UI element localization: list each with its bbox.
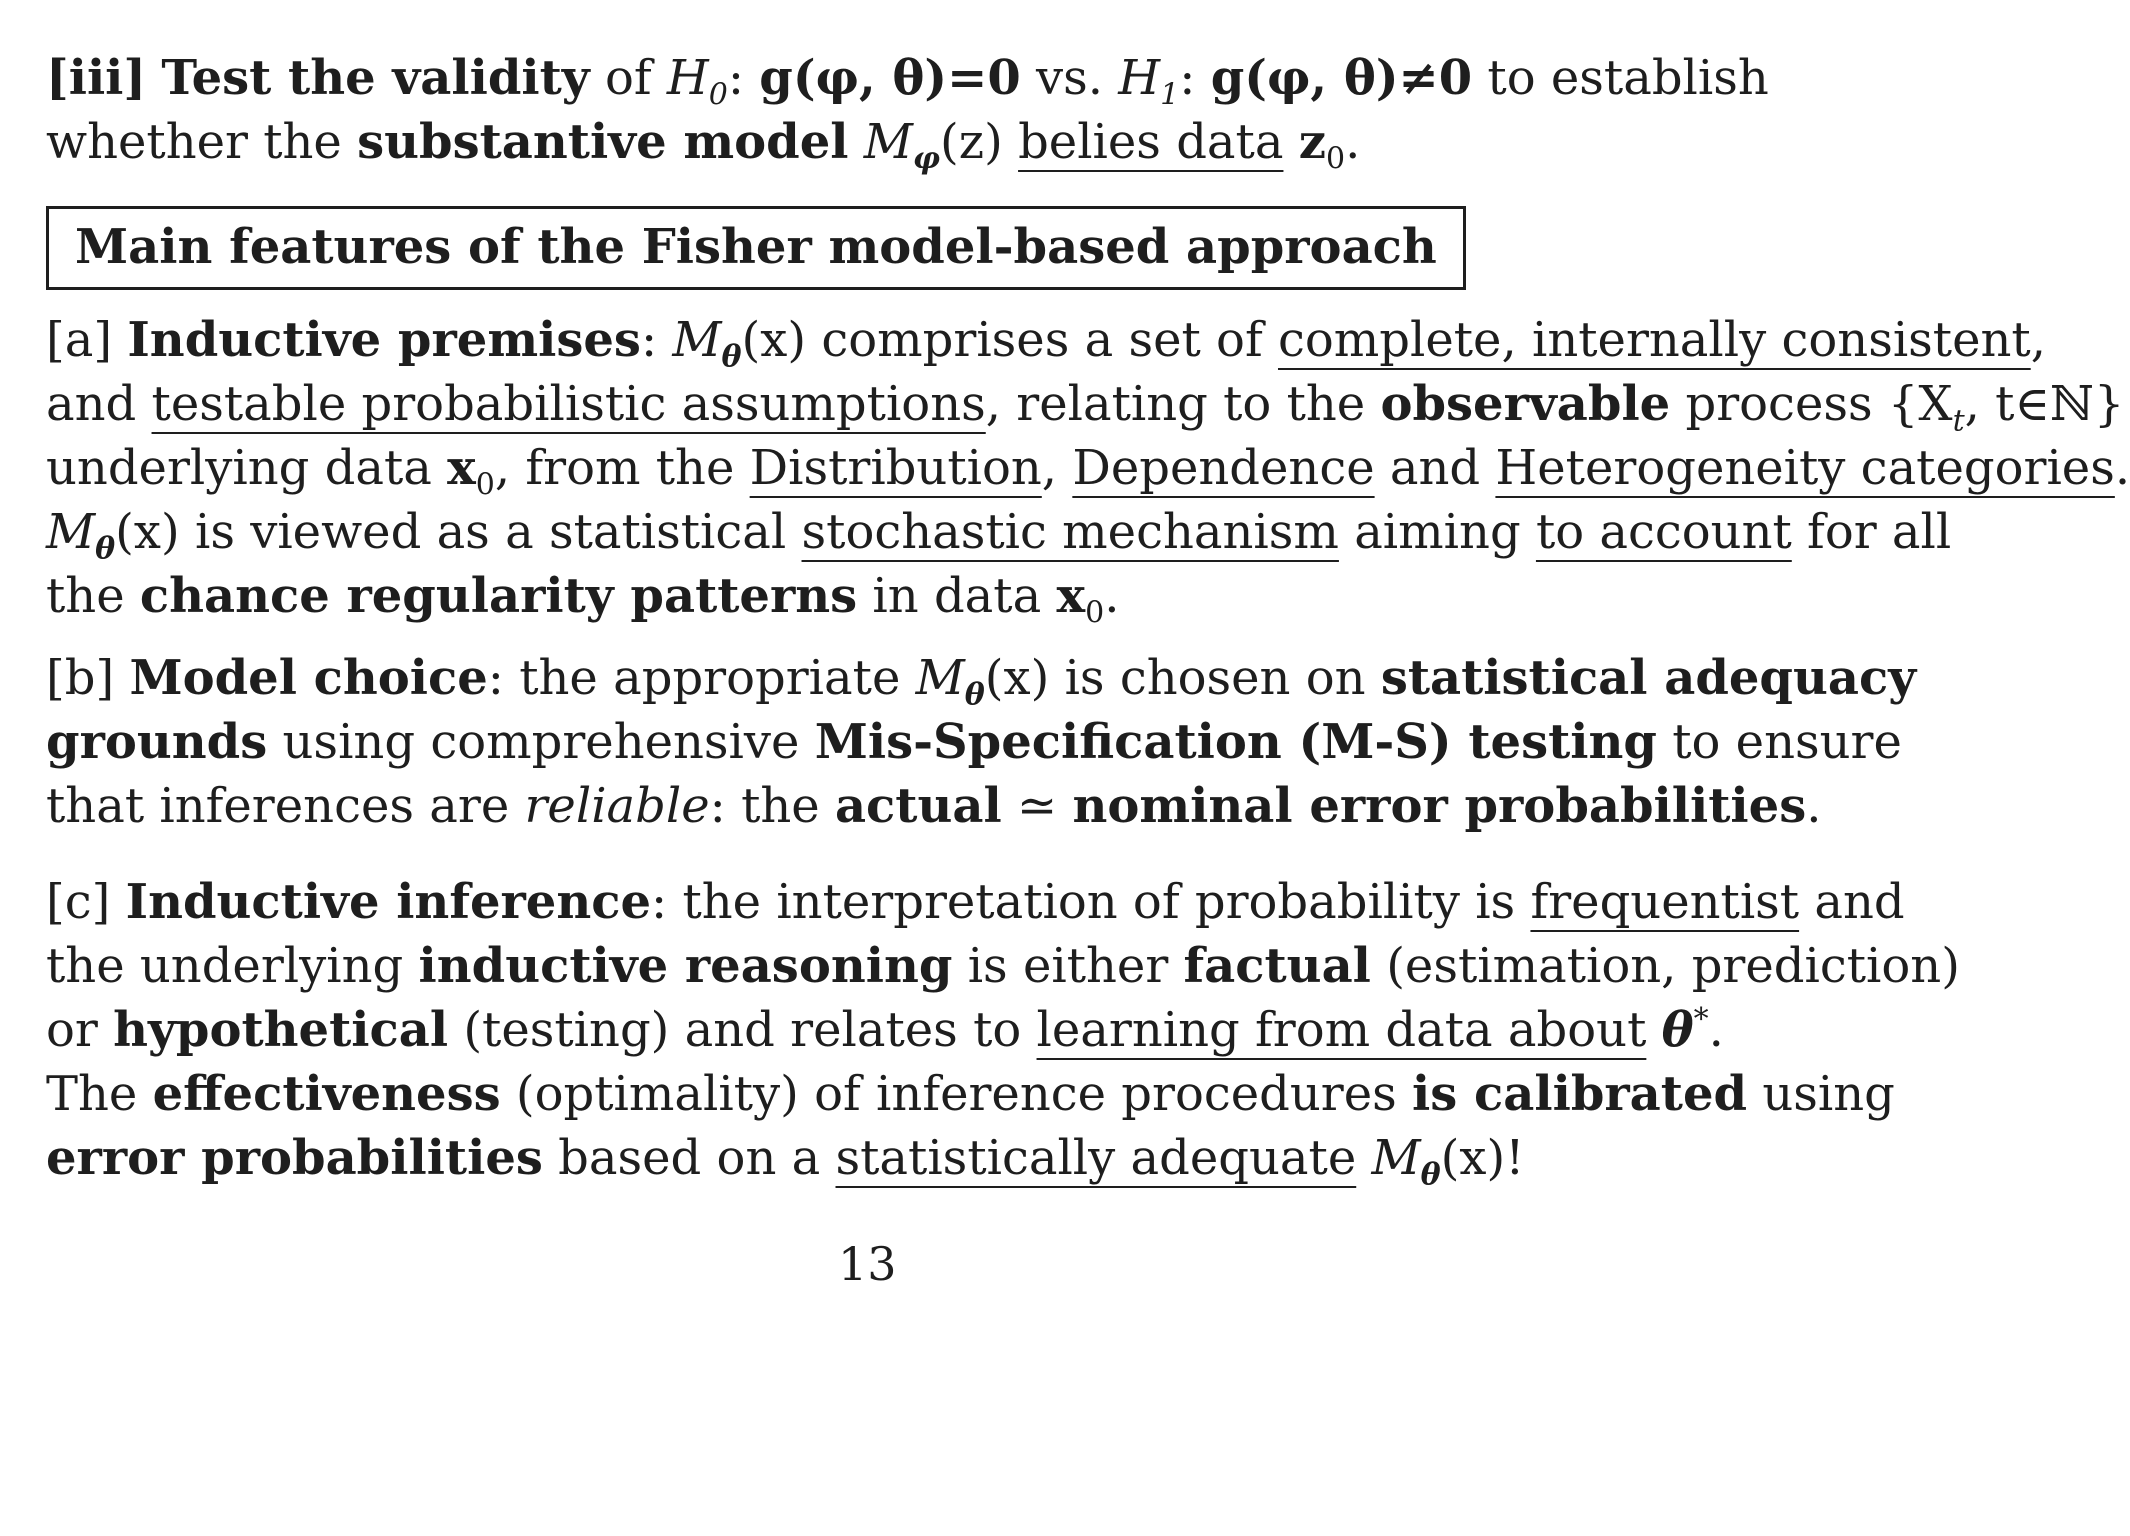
item-label-iii: [iii] xyxy=(46,50,147,106)
intro-line-2: whether the substantive model $M_\varphi(z)$ belies data $z_0$. xyxy=(46,114,1361,177)
point-a-line-4 xyxy=(46,500,1952,567)
calibrated-term: is calibrated xyxy=(1412,1066,1748,1122)
point-b-line-1 xyxy=(46,646,1917,713)
text-of: of xyxy=(604,50,652,106)
ms-testing-term: Mis-Specification (M-S) testing xyxy=(814,714,1657,770)
point-b-line-2 xyxy=(46,710,1902,774)
text: is viewed as a statistical xyxy=(194,504,787,560)
approx-symbol: ≃ xyxy=(1016,778,1058,834)
text: the xyxy=(46,568,125,624)
learning-from-data-phrase: learning from data about xyxy=(1036,1002,1647,1058)
process-expr: process {$X_t$, t∈ℕ} xyxy=(1685,376,2125,439)
data-x0-symbol: $x_0$ xyxy=(447,440,495,503)
chance-regularity-term: chance regularity patterns xyxy=(139,568,858,624)
text-vs: vs. xyxy=(1036,50,1104,106)
point-c-title: Inductive inference xyxy=(125,874,652,930)
data-z0-symbol: $z_0$ xyxy=(1298,114,1346,177)
point-c-line-2 xyxy=(46,934,1960,998)
text: and xyxy=(46,376,137,432)
text: and xyxy=(1814,874,1905,930)
point-c-line-5: error probabilities based on a statistically adequate $M_\theta(x)$! xyxy=(46,1130,1525,1193)
nominal-error-term: nominal error probabilities xyxy=(1072,778,1807,834)
model-symbol: $M_\theta(x)$ xyxy=(1371,1130,1506,1193)
point-c-label: [c] xyxy=(46,874,111,930)
text: for all xyxy=(1807,504,1952,560)
text: using comprehensive xyxy=(282,714,800,770)
testable-assumptions-phrase: testable probabilistic assumptions xyxy=(151,376,986,432)
text: the underlying xyxy=(46,938,404,994)
point-a-line-2 xyxy=(46,372,2125,439)
text-whether: whether the xyxy=(46,114,342,170)
error-probabilities-term: error probabilities xyxy=(46,1130,543,1186)
text: (optimality) of inference procedures xyxy=(515,1066,1397,1122)
text: : the xyxy=(709,778,820,834)
text: The xyxy=(46,1066,138,1122)
intro-line-1 xyxy=(46,46,1769,113)
point-c-line-3: or hypothetical (testing) and relates to learning from data about θ*. xyxy=(46,1002,1724,1058)
substantive-model-term: substantive model xyxy=(357,114,849,170)
text: (testing) and relates to xyxy=(463,1002,1022,1058)
to-account-phrase: to account xyxy=(1535,504,1792,560)
page-number: 13 xyxy=(838,1237,897,1291)
model-symbol: $M_\theta(x)$ xyxy=(672,312,807,375)
text: underlying data xyxy=(46,440,432,496)
null-hypothesis-expr: g(φ, θ)=0 xyxy=(759,50,1021,106)
theta-star-symbol: θ* xyxy=(1661,1002,1709,1058)
text: is chosen on xyxy=(1064,650,1366,706)
text: comprises a set of xyxy=(821,312,1263,368)
frequentist-term: frequentist xyxy=(1530,874,1800,930)
point-a-label: [a] xyxy=(46,312,113,368)
section-heading: Main features of the Fisher model-based approach xyxy=(46,206,1466,290)
text: , relating to the xyxy=(985,376,1366,432)
point-b-title: Model choice xyxy=(129,650,488,706)
factual-term: factual xyxy=(1183,938,1371,994)
inductive-reasoning-term: inductive reasoning xyxy=(418,938,953,994)
point-a-line-5: the chance regularity patterns in data $x_0$. xyxy=(46,568,1120,631)
belies-data-phrase: belies data xyxy=(1018,114,1284,170)
text: : the appropriate xyxy=(487,650,901,706)
heterogeneity-term: Heterogeneity categories xyxy=(1495,440,2115,496)
distribution-term: Distribution xyxy=(749,440,1042,496)
h0-symbol: $H_0$ xyxy=(666,50,728,113)
substantive-model-symbol: $M_\varphi(z)$ xyxy=(863,114,1003,177)
alt-hypothesis-expr: g(φ, θ)≠0 xyxy=(1210,50,1473,106)
model-symbol: $M_\theta(x)$ xyxy=(915,650,1050,713)
statistical-adequacy-term: statistical adequacy xyxy=(1380,650,1917,706)
colon: : xyxy=(1179,50,1196,106)
point-c-line-4 xyxy=(46,1062,1895,1126)
text-to-establish: to establish xyxy=(1487,50,1769,106)
point-a-line-3: underlying data $x_0$, from the Distribution, Dependence and Heterogeneity categories. xyxy=(46,440,2130,503)
actual-term: actual xyxy=(834,778,1002,834)
section-heading-box xyxy=(46,206,1786,290)
statistically-adequate-phrase: statistically adequate xyxy=(835,1130,1357,1186)
complete-consistent-phrase: complete, internally consistent xyxy=(1277,312,2031,368)
text: is either xyxy=(967,938,1169,994)
point-b-line-3: that inferences are reliable: the actual ≃ nominal error probabilities. xyxy=(46,778,1822,834)
observable-term: observable xyxy=(1380,376,1671,432)
text: and xyxy=(1389,440,1481,496)
point-a-line-1: [a] Inductive premises: $M_\theta(x)$ comprises a set of complete, internally consistent, xyxy=(46,312,2046,375)
hypothetical-term: hypothetical xyxy=(113,1002,449,1058)
text: (estimation, prediction) xyxy=(1386,938,1960,994)
dependence-term: Dependence xyxy=(1072,440,1375,496)
point-a-title: Inductive premises xyxy=(127,312,641,368)
text: that inferences are xyxy=(46,778,510,834)
effectiveness-term: effectiveness xyxy=(152,1066,501,1122)
text: aiming xyxy=(1354,504,1521,560)
text: based on a xyxy=(558,1130,821,1186)
text: to ensure xyxy=(1672,714,1902,770)
h1-symbol: $H_1$ xyxy=(1118,50,1180,113)
point-c-line-1 xyxy=(46,870,1905,934)
point-b-label: [b] xyxy=(46,650,115,706)
stochastic-mechanism-phrase: stochastic mechanism xyxy=(801,504,1339,560)
text: in data xyxy=(872,568,1042,624)
data-x0-symbol: $x_0$ xyxy=(1056,568,1105,631)
slide-content xyxy=(46,46,2130,1193)
test-validity-phrase: Test the validity xyxy=(161,50,590,106)
text: , from the xyxy=(494,440,735,496)
text: or xyxy=(46,1002,98,1058)
model-symbol: $M_\theta(x)$ xyxy=(46,504,180,567)
text: : the interpretation of probability is xyxy=(651,874,1516,930)
grounds-term: grounds xyxy=(46,714,268,770)
colon: : xyxy=(727,50,745,106)
text: using xyxy=(1762,1066,1895,1122)
reliable-term: reliable xyxy=(524,778,710,834)
